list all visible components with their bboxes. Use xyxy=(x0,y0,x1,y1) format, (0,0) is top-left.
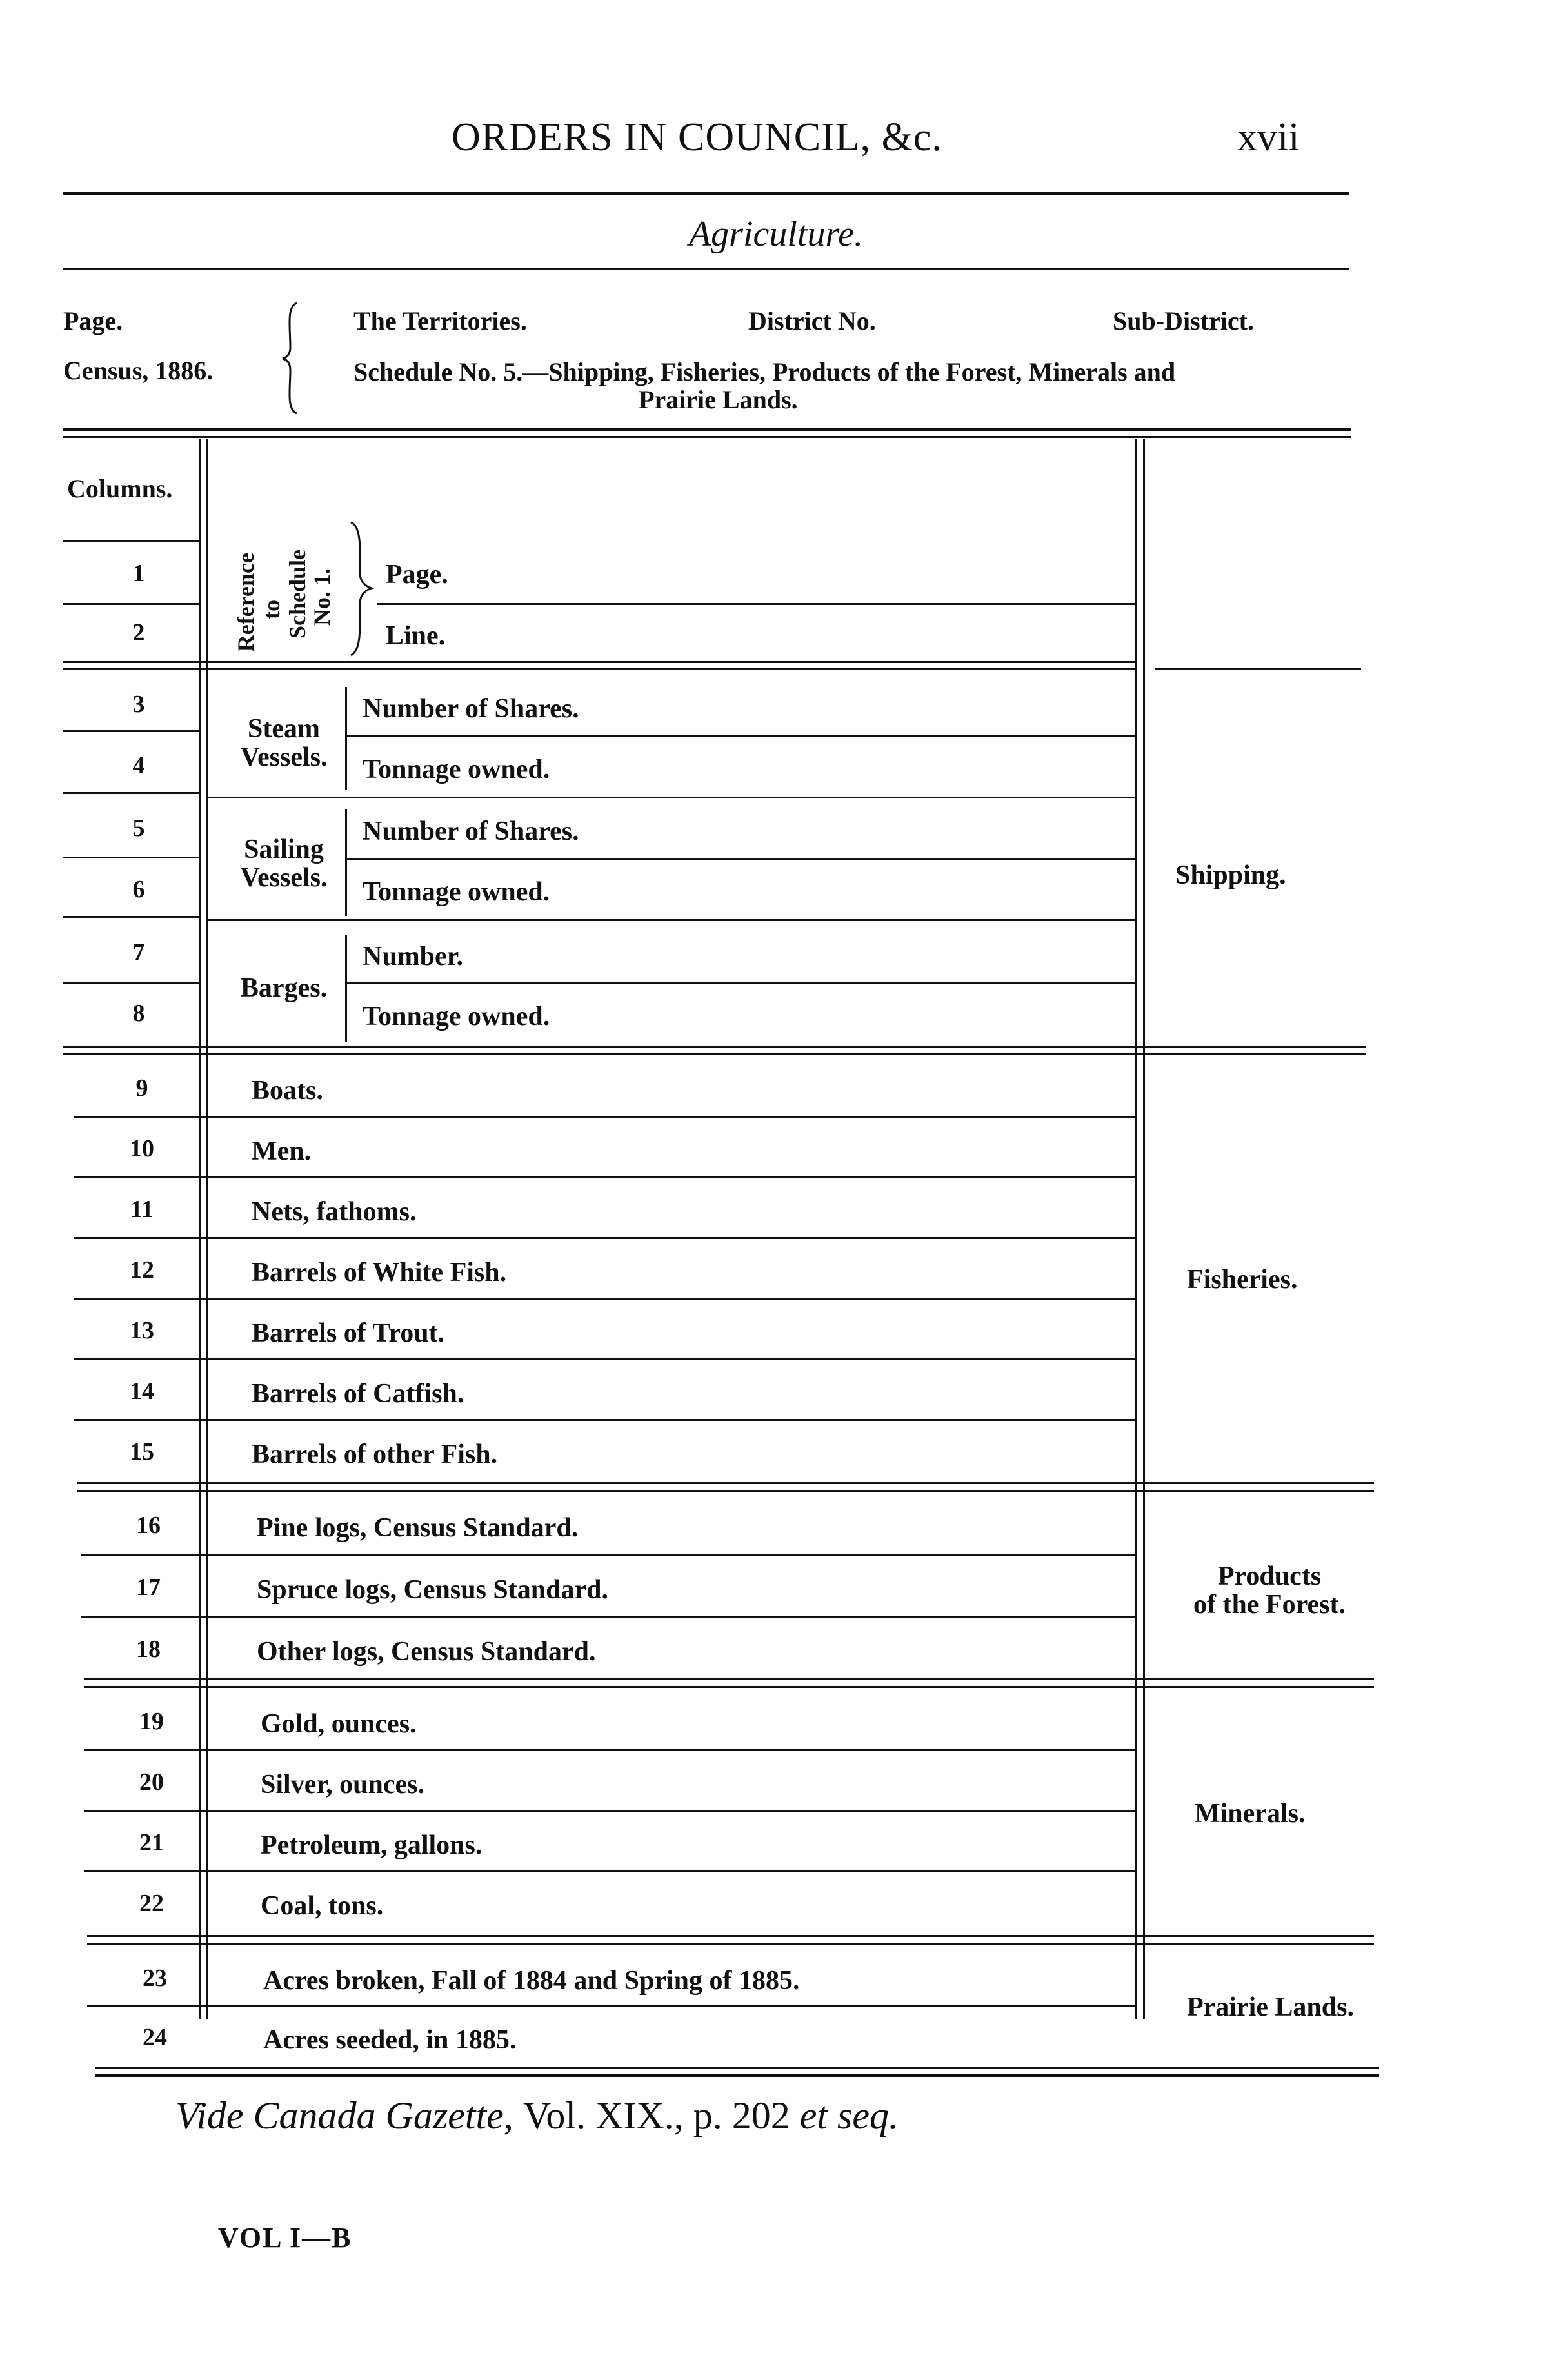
barges-number-label: Number. xyxy=(363,942,463,971)
row-label: Gold, ounces. xyxy=(261,1709,417,1739)
row-label: Boats. xyxy=(252,1076,323,1106)
row-label: Spruce logs, Census Standard. xyxy=(257,1575,608,1605)
page-label: Page. xyxy=(63,306,123,335)
column-number: 15 xyxy=(130,1438,154,1465)
row-rule xyxy=(74,1237,1135,1239)
sailing-shares-label: Number of Shares. xyxy=(363,817,579,846)
reference-brace xyxy=(348,521,375,657)
group-rule-2 xyxy=(77,1490,1374,1492)
row-label: Pine logs, Census Standard. xyxy=(257,1513,579,1543)
subgroup-divider xyxy=(345,687,347,790)
row-rule xyxy=(63,730,199,732)
row-rule xyxy=(63,982,199,984)
schedule-title: Schedule No. 5.—Shipping, Fisheries, Products of the Forest, Minerals and xyxy=(353,357,1176,386)
row-rule xyxy=(84,1810,1135,1812)
group-rule xyxy=(63,661,1135,663)
ref-page-label: Page. xyxy=(386,560,448,590)
column-number: 20 xyxy=(139,1769,164,1796)
group-rule xyxy=(63,1046,1366,1048)
column-number: 17 xyxy=(136,1574,161,1601)
row-rule xyxy=(84,1749,1135,1751)
page-number: xvii xyxy=(1237,115,1300,159)
fisheries-group-label: Fisheries. xyxy=(1187,1265,1298,1294)
meta-brace xyxy=(277,302,303,415)
row-label: Nets, fathoms. xyxy=(252,1197,417,1227)
table-bottom-rule-2 xyxy=(95,2074,1379,2077)
barges-tonnage-label: Tonnage owned. xyxy=(363,1002,550,1031)
row-rule xyxy=(206,797,1135,798)
column-number: 1 xyxy=(132,560,145,587)
territories-label: The Territories. xyxy=(353,306,527,335)
row-rule xyxy=(87,2005,1135,2007)
row-rule xyxy=(84,1870,1135,1872)
row-rule xyxy=(63,857,199,858)
row-rule xyxy=(81,1554,1135,1556)
row-label: Acres broken, Fall of 1884 and Spring of 1885. xyxy=(263,1966,800,1996)
section-rule xyxy=(63,268,1349,270)
column-number: 3 xyxy=(132,691,145,718)
census-label: Census, 1886. xyxy=(63,356,214,385)
ref-line-label: Line. xyxy=(386,621,446,651)
row-rule xyxy=(206,919,1135,921)
sub-district-label: Sub-District. xyxy=(1113,306,1254,335)
row-rule xyxy=(81,1616,1135,1618)
column-number: 11 xyxy=(130,1196,154,1223)
row-rule xyxy=(63,603,199,605)
sailing-tonnage-label: Tonnage owned. xyxy=(363,877,550,907)
barges-label: Barges. xyxy=(240,973,328,1003)
district-label: District No. xyxy=(748,306,876,335)
column-number: 24 xyxy=(143,2024,167,2051)
group-rule-right xyxy=(1155,668,1361,670)
row-rule xyxy=(347,735,1135,737)
col-divider-right-b xyxy=(1143,439,1145,2019)
group-rule-2 xyxy=(87,1943,1374,1945)
column-number: 18 xyxy=(136,1636,161,1663)
steam-tonnage-label: Tonnage owned. xyxy=(363,755,550,784)
row-rule xyxy=(74,1419,1135,1421)
reference-vertical-label: Reference to Schedule No. 1. xyxy=(233,549,335,651)
group-rule-2 xyxy=(63,1053,1366,1055)
column-number: 5 xyxy=(132,815,145,842)
row-label: Silver, ounces. xyxy=(261,1770,424,1800)
gazette-reference: Vide Canada Gazette, Vol. XIX., p. 202 et seq. xyxy=(175,2094,899,2137)
row-label: Other logs, Census Standard. xyxy=(257,1637,596,1667)
column-number: 23 xyxy=(143,1965,167,1992)
steam-shares-label: Number of Shares. xyxy=(363,694,579,724)
header-rule xyxy=(63,192,1349,195)
shipping-group-label: Shipping. xyxy=(1175,860,1286,890)
column-number: 12 xyxy=(130,1256,154,1284)
row-rule xyxy=(74,1116,1135,1118)
row-rule xyxy=(347,858,1135,860)
group-rule xyxy=(87,1935,1374,1937)
row-label: Petroleum, gallons. xyxy=(261,1830,483,1860)
row-label: Barrels of other Fish. xyxy=(252,1440,498,1469)
row-rule xyxy=(347,982,1135,984)
group-rule xyxy=(84,1678,1374,1680)
row-label: Barrels of Trout. xyxy=(252,1318,445,1348)
forest-group-label: Products of the Forest. xyxy=(1193,1562,1346,1620)
column-number: 6 xyxy=(132,876,145,903)
subgroup-divider xyxy=(345,809,347,916)
row-rule xyxy=(63,916,199,918)
column-number: 8 xyxy=(132,1000,145,1027)
column-number: 22 xyxy=(139,1890,164,1917)
group-rule-2 xyxy=(84,1686,1374,1688)
columns-header: Columns. xyxy=(67,474,173,503)
column-number: 10 xyxy=(130,1135,154,1162)
column-number: 13 xyxy=(130,1317,154,1344)
row-rule xyxy=(63,792,199,794)
section-title: Agriculture. xyxy=(688,214,864,254)
prairie-group-label: Prairie Lands. xyxy=(1187,1992,1354,2022)
column-number: 7 xyxy=(132,939,145,966)
table-top-rule xyxy=(63,428,1351,431)
group-rule-2 xyxy=(63,668,1135,670)
schedule-title-cont: Prairie Lands. xyxy=(639,385,798,414)
row-label: Barrels of Catfish. xyxy=(252,1379,464,1409)
subgroup-divider xyxy=(345,935,347,1042)
running-head: ORDERS IN COUNCIL, &c. xyxy=(452,115,942,159)
steam-vessels-label: Steam Vessels. xyxy=(240,714,328,773)
column-number: 4 xyxy=(132,752,145,779)
col-divider-right-a xyxy=(1135,439,1137,2019)
row-rule xyxy=(74,1298,1135,1300)
row-label: Acres seeded, in 1885. xyxy=(263,2025,517,2055)
column-number: 9 xyxy=(135,1075,148,1102)
row-rule xyxy=(74,1176,1135,1178)
row-label: Coal, tons. xyxy=(261,1891,384,1921)
row-label: Barrels of White Fish. xyxy=(252,1258,507,1287)
table-top-rule-2 xyxy=(63,436,1351,438)
column-number: 14 xyxy=(130,1378,154,1405)
row-label: Men. xyxy=(252,1136,312,1166)
col-divider-left-b xyxy=(206,439,208,2019)
ref-row-rule xyxy=(377,603,1135,605)
column-number: 16 xyxy=(136,1512,161,1539)
table-bottom-rule xyxy=(95,2067,1379,2069)
row-rule xyxy=(74,1358,1135,1360)
column-number: 2 xyxy=(132,619,145,646)
column-number: 21 xyxy=(139,1829,164,1856)
column-number: 19 xyxy=(139,1708,164,1735)
sailing-vessels-label: Sailing Vessels. xyxy=(240,835,328,893)
group-rule xyxy=(77,1482,1374,1484)
row-rule xyxy=(63,540,199,542)
volume-signature: VOL I—B xyxy=(218,2222,352,2254)
minerals-group-label: Minerals. xyxy=(1195,1799,1306,1829)
